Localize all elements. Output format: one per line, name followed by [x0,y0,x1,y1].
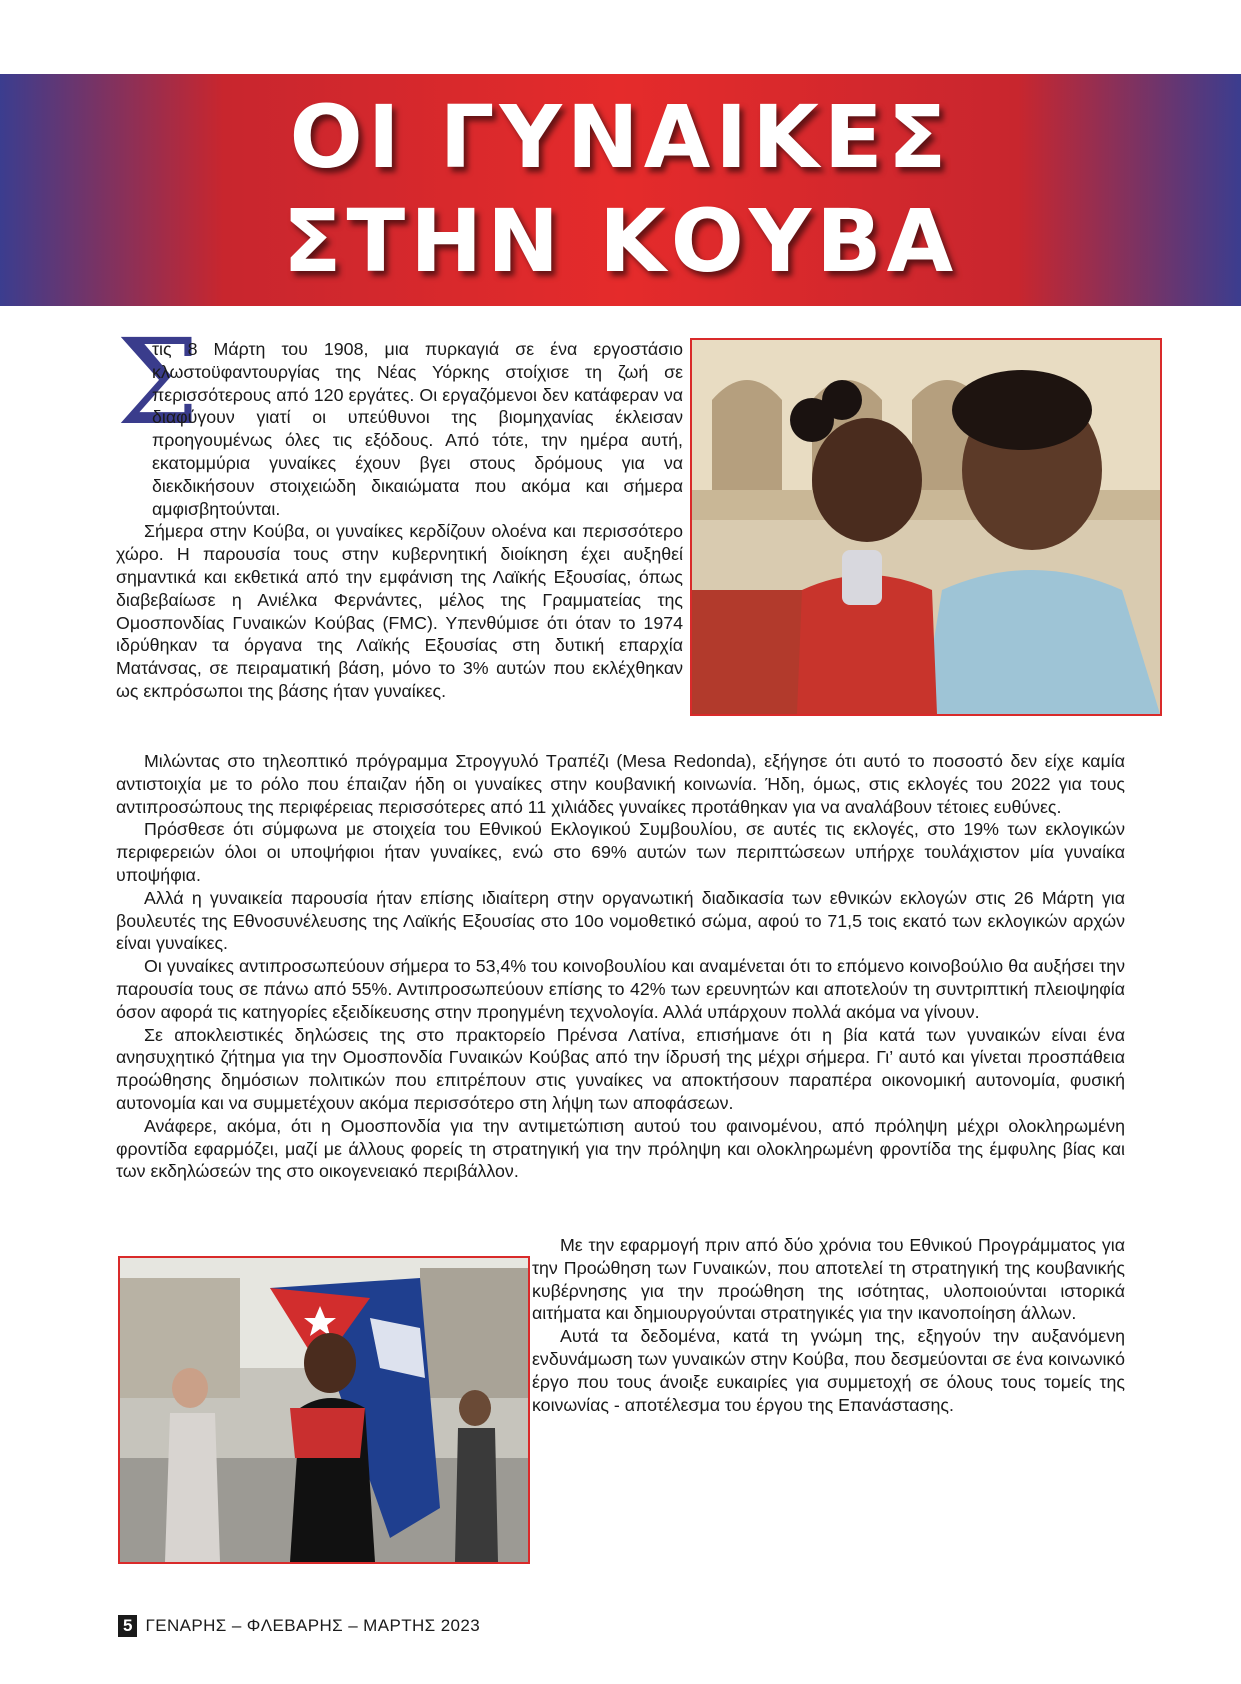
paragraph: Μιλώντας στο τηλεοπτικό πρόγραμμα Στρογγυλό Τραπέζι (Mesa Redonda), εξήγησε ότι αυτό το ποσοστό δεν είχε καμία αντιστοιχία με το ρόλο που έπαιζαν ήδη οι γυναίκες στην κουβανική κοινωνία. Ήδη, όμως, στις εκλογές του 2022 για τους αντιπροσώπους της περιφέρειας περισσότερες από 11 χιλιάδες γυναίκες προτάθηκαν για να αναλάβουν τέτοιες ευθύνες. [116,751,1125,817]
article-full-width [116,750,1125,1183]
title-line-1: ΟΙ ΓΥΝΑΙΚΕΣ [289,88,952,188]
paragraph: Σε αποκλειστικές δηλώσεις της στο πρακτορείο Πρένσα Λατίνα, επισήμανε ότι η βία κατά των γυναικών είναι ένα ανησυχητικό ζήτημα για την Ομοσπονδία Γυναικών Κούβας από την ίδρυσή της μέχρι σήμερα. Γι’ αυτό και γίνεται προσπάθεια προώθησης δημόσιων πολιτικών που επιτρέπουν στις γυναίκες να αποκτήσουν παραπέρα οικονομική αυτονομία, φυσική αυτονομία και να συμμετέχουν ακόμα περισσότερο στη λήψη των αποφάσεων. [116,1024,1125,1113]
title-line-2: ΣΤΗΝ ΚΟΥΒΑ [282,192,959,292]
photo-mother-and-child [690,338,1162,716]
page-number: 5 [118,1615,137,1637]
paragraph: Αυτά τα δεδομένα, κατά τη γνώμη της, εξηγούν την αυξανόμενη ενδυνάμωση των γυναικών στην Κούβα, που δεσμεύονται σε ένα κοινωνικό έργο που τους άνοιξε ευκαιρίες για συμμετοχή σε όλους τους τομείς της κοινωνίας - αποτέλεσμα του έργου της Επανάστασης. [532,1326,1125,1415]
photo-woman-with-flag [118,1256,530,1564]
page-title [0,86,1241,294]
photo-woman-with-flag-image [120,1258,528,1562]
drop-cap: Σ [116,313,200,451]
article-column-top [116,338,683,703]
issue-date: ΓΕΝΑΡΗΣ – ΦΛΕΒΑΡΗΣ – ΜΑΡΤΗΣ 2023 [145,1616,481,1635]
paragraph: Πρόσθεσε ότι σύμφωνα με στοιχεία του Εθνικού Εκλογικού Συμβουλίου, σε αυτές τις εκλογές, στο 19% των εκλογικών περιφερειών όλοι οι υποψήφιοι ήταν γυναίκες, ενώ στο 69% αυτών των περιπτώσεων υπήρχε τουλάχιστον μία γυναίκα υποψήφια. [116,819,1125,885]
paragraph: Οι γυναίκες αντιπροσωπεύουν σήμερα το 53,4% του κοινοβουλίου και αναμένεται ότι το επόμενο κοινοβούλιο θα αυξήσει την παρουσία τους σε πάνω από 55%. Αντιπροσωπεύουν επίσης το 42% των ερευνητών και αποτελούν τη συντριπτική πλειοψηφία όσον αφορά τις κατηγορίες εξειδίκευσης στην προηγμένη τεχνολογία. Αλλά υπάρχουν πολλά ακόμα να γίνουν. [116,956,1125,1022]
paragraph: Αλλά η γυναικεία παρουσία ήταν επίσης ιδιαίτερη στην οργανωτική διαδικασία των εθνικών εκλογών στις 26 Μάρτη για βουλευτές της Εθνοσυνέλευσης της Λαϊκής Εξουσίας στο 10ο νομοθετικό σώμα, αφού το 71,5 τοις εκατό των εκλογικών αρχών είναι γυναίκες. [116,887,1125,954]
paragraph: Ανάφερε, ακόμα, ότι η Ομοσπονδία για την αντιμετώπιση αυτού του φαινομένου, από πρόληψη μέχρι ολοκληρωμένη φροντίδα εφαρμόζει, μαζί με άλλους φορείς τη στρατηγική για την πρόληψη και ολοκληρωμένη φροντίδα της έμφυλης βίας και των εκδηλώσεών της στο οικογενειακό περιβάλλον. [116,1115,1125,1182]
paragraph: Με την εφαρμογή πριν από δύο χρόνια του Εθνικού Προγράμματος για την Προώθηση των Γυναικών, που αποτελεί τη στρατηγική της κουβανικής κυβέρνησης για την προώθηση της ισότητας, υλοποιούνται ιστορικά αιτήματα και δημιουργούνται στρατηγικές για την ικανοποίηση άλλων. [532,1235,1125,1324]
article-column-bottom [532,1234,1125,1416]
paragraph: Σήμερα στην Κούβα, οι γυναίκες κερδίζουν ολοένα και περισσότερο χώρο. Η παρουσία τους στην κυβερνητική διοίκηση έχει αυξηθεί σημαντικά και εκθετικά από την εμφάνιση της Λαϊκής Εξουσίας, όπως διαβεβαίωσε η Ανιέλκα Φερνάντες, μέλος της Γραμματείας της Ομοσπονδίας Γυναικών Κούβας (FMC). Υπενθύμισε ότι όταν το 1974 ιδρύθηκαν τα όργανα της Λαϊκής Εξουσίας στη δυτική επαρχία Ματάνσας, σε πειραματική βάση, μόνο το 3% αυτών που εκλέχθηκαν ως εκπρόσωποι της βάσης ήταν γυναίκες. [116,521,683,701]
page-footer [118,1615,480,1637]
paragraph: τις 8 Μάρτη του 1908, μια πυρκαγιά σε ένα εργοστάσιο κλωστοϋφαντουργίας της Νέας Υόρκης στοίχισε τη ζωή σε περισσότερους από 120 εργάτες. Οι εργαζόμενοι δεν κατάφεραν να διαφύγουν γιατί οι υπεύθυνοι της βιομηχανίας έκλεισαν προηγουμένως όλες τις εξόδους. Από τότε, την ημέρα αυτή, εκατομμύρια γυναίκες έχουν βγει στους δρόμους για να διεκδικήσουν στοιχειώδη δικαιώματα που ακόμα και σήμερα αμφισβητούνται. [152,339,683,519]
photo-mother-and-child-image [692,340,1160,714]
